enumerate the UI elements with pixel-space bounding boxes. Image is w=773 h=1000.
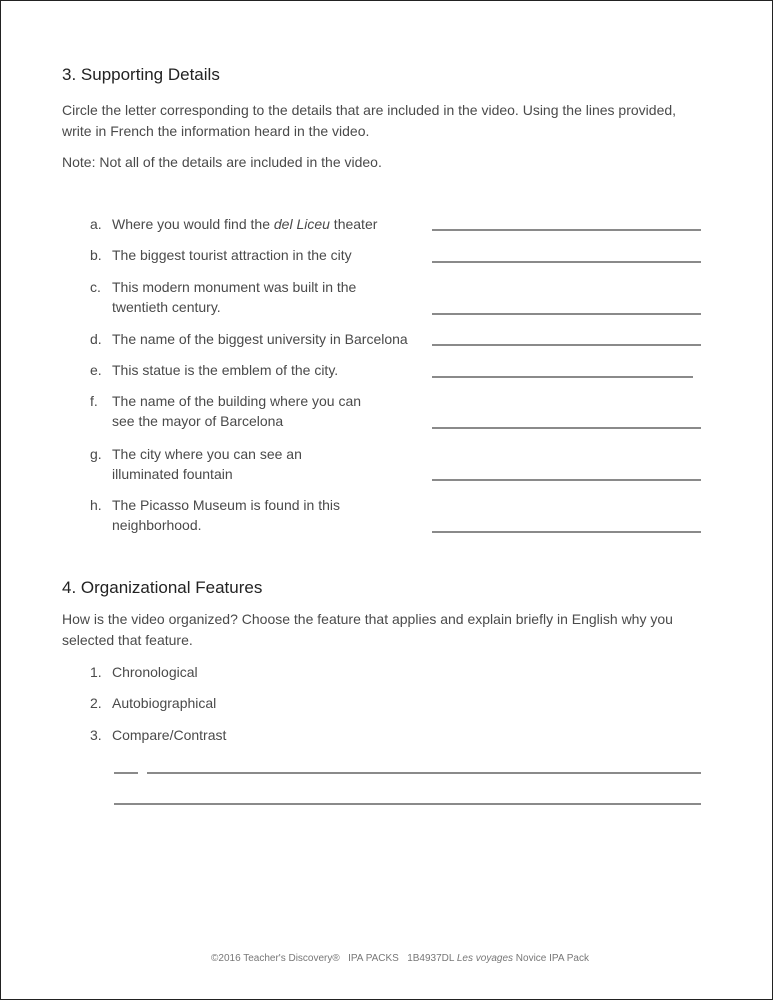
option-number: 3. (90, 727, 102, 743)
answer-line-c[interactable] (432, 313, 701, 315)
answer-line-d[interactable] (432, 344, 701, 346)
detail-item-b (90, 245, 352, 265)
item-text: illuminated fountain (112, 466, 233, 482)
detail-item-g (90, 444, 302, 484)
choice-blank[interactable] (114, 772, 138, 774)
item-letter[interactable]: d. (90, 331, 102, 347)
answer-line-h[interactable] (432, 531, 701, 533)
detail-item-a (90, 214, 377, 234)
answer-line-f[interactable] (432, 427, 701, 429)
detail-item-c (90, 277, 356, 317)
item-text: The city where you can see an (112, 446, 302, 462)
option-number: 2. (90, 695, 102, 711)
detail-item-h (90, 495, 340, 535)
item-text: This modern monument was built in the (112, 279, 357, 295)
item-letter[interactable]: a. (90, 216, 102, 232)
item-text: The Picasso Museum is found in this (112, 497, 340, 513)
answer-line-b[interactable] (432, 261, 701, 263)
explanation-line-2[interactable] (114, 803, 701, 805)
item-text: neighborhood. (112, 517, 202, 533)
item-text-italic: del Liceu (273, 216, 330, 232)
item-text: The name of the building where you can (112, 393, 362, 409)
item-letter[interactable]: h. (90, 497, 102, 513)
item-text: twentieth century. (112, 299, 221, 315)
section-3-heading: 3. Supporting Details (62, 65, 220, 84)
item-letter[interactable]: e. (90, 362, 102, 378)
detail-item-d (90, 329, 408, 349)
detail-item-e (90, 360, 338, 380)
answer-line-a[interactable] (432, 229, 701, 231)
option-2[interactable] (90, 693, 216, 713)
answer-line-e[interactable] (432, 376, 693, 378)
answer-line-g[interactable] (432, 479, 701, 481)
item-letter[interactable]: c. (90, 279, 101, 295)
section-4-heading: 4. Organizational Features (62, 578, 263, 597)
item-text: Where you would find the (112, 216, 274, 232)
question-line-2: selected that feature. (62, 632, 193, 648)
option-label: Compare/Contrast (112, 727, 227, 743)
option-1[interactable] (90, 662, 198, 682)
item-text: see the mayor of Barcelona (112, 413, 284, 429)
explanation-line-1[interactable] (147, 772, 701, 774)
instructions-line-2: write in French the information heard in the video. (62, 123, 370, 139)
option-number: 1. (90, 664, 102, 680)
item-text: theater (329, 216, 378, 232)
item-letter[interactable]: f. (90, 393, 98, 409)
item-text: The name of the biggest university in Barcelona (112, 331, 408, 347)
option-3[interactable] (90, 725, 226, 745)
item-letter[interactable]: b. (90, 247, 102, 263)
option-label: Autobiographical (112, 695, 217, 711)
item-text: The biggest tourist attraction in the city (112, 247, 352, 263)
item-text: This statue is the emblem of the city. (112, 362, 339, 378)
question-line-1: How is the video organized? Choose the feature that applies and explain briefly in English why you (62, 611, 673, 627)
detail-item-f (90, 391, 361, 431)
item-letter[interactable]: g. (90, 446, 102, 462)
note: Note: Not all of the details are included in the video. (62, 154, 382, 170)
footer: ©2016 Teacher's Discovery® IPA PACKS 1B4937DL Les voyages Novice IPA Pack (211, 953, 589, 964)
instructions-line-1: Circle the letter corresponding to the details that are included in the video. Using the lines provided, (62, 102, 677, 118)
option-label: Chronological (112, 664, 198, 680)
